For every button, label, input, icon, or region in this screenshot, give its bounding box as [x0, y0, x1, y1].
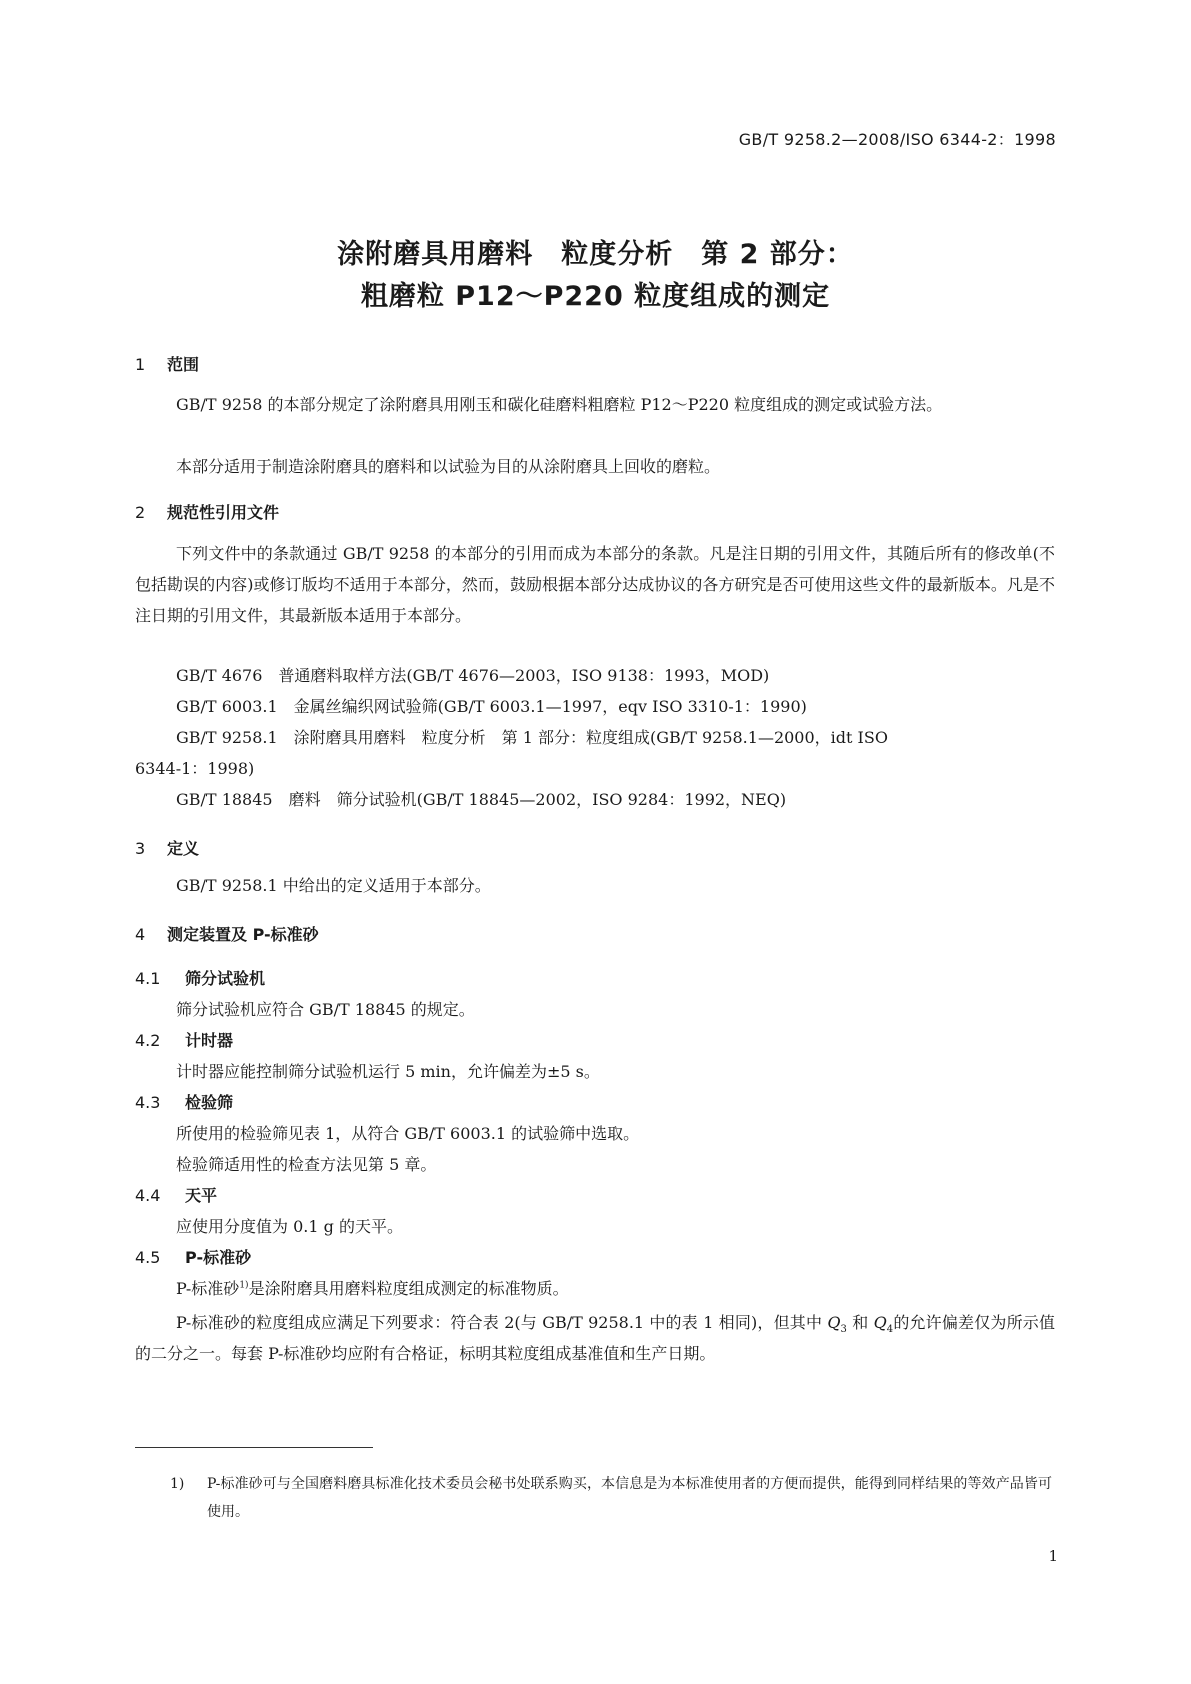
section-number: 3 [135, 839, 146, 858]
footnote-divider [135, 1447, 373, 1448]
footnote-text: P-标准砂可与全国磨料磨具标准化技术委员会秘书处联系购买，本信息是为本标准使用者的方便而提供，能得到同样结果的等效产品皆可使用。 [207, 1476, 1052, 1520]
section-4-2-para: 计时器应能控制筛分试验机运行 5 min，允许偏差为±5 s。 [176, 1062, 600, 1081]
section-number: 4.5 [135, 1248, 161, 1267]
section-number: 4.3 [135, 1093, 161, 1112]
section-title: 筛分试验机 [185, 969, 266, 988]
section-4-4-heading [135, 1183, 217, 1206]
section-4-3-para-2: 检验筛适用性的检查方法见第 5 章。 [176, 1155, 437, 1174]
text: 是涂附磨具用磨料粒度组成测定的标准物质。 [248, 1279, 569, 1298]
section-number: 1 [135, 355, 146, 374]
standard-code: GB/T 9258.2—2008/ISO 6344-2：1998 [738, 130, 1056, 149]
section-4-2-heading [135, 1028, 233, 1051]
q-subscript: 4 [886, 1324, 894, 1336]
title-line-2: 粗磨粒 P12～P220 粒度组成的测定 [360, 281, 831, 312]
section-4-1-para: 筛分试验机应符合 GB/T 18845 的规定。 [176, 1000, 475, 1019]
text: P-标准砂的粒度组成应满足下列要求：符合表 2(与 GB/T 9258.1 中的表 1 相同)，但其中 [176, 1313, 828, 1332]
section-4-3-heading [135, 1090, 233, 1113]
section-1-heading [135, 352, 199, 375]
section-number: 4.1 [135, 969, 161, 988]
reference-3-line-2: 6344-1：1998) [135, 759, 255, 778]
q-symbol: Q [827, 1313, 841, 1332]
section-title: 检验筛 [185, 1093, 234, 1112]
footnote-ref: 1) [239, 1280, 249, 1291]
section-title: 范围 [167, 355, 200, 374]
reference-3-line-1: GB/T 9258.1 涂附磨具用磨料 粒度分析 第 1 部分：粒度组成(GB/T 9258.1—2000，idt ISO [176, 728, 888, 747]
section-4-5-heading [135, 1245, 251, 1268]
section-title: 天平 [185, 1186, 218, 1205]
text: 和 [846, 1313, 874, 1332]
reference-4: GB/T 18845 磨料 筛分试验机(GB/T 18845—2002，ISO 9284：1992，NEQ) [176, 790, 787, 809]
section-4-1-heading [135, 966, 265, 989]
section-4-4-para: 应使用分度值为 0.1 g 的天平。 [176, 1217, 403, 1236]
section-3-para-1: GB/T 9258.1 中给出的定义适用于本部分。 [176, 876, 491, 895]
section-4-5-para-2 [135, 1307, 1055, 1369]
section-4-3-para-1: 所使用的检验筛见表 1，从符合 GB/T 6003.1 的试验筛中选取。 [176, 1124, 640, 1143]
title-line-1: 涂附磨具用磨料 粒度分析 第 2 部分： [337, 239, 854, 270]
q-symbol: Q [873, 1313, 887, 1332]
section-4-heading [135, 922, 319, 945]
section-title: 测定装置及 P-标准砂 [167, 925, 319, 944]
section-title: 计时器 [185, 1031, 234, 1050]
text: P-标准砂 [176, 1279, 240, 1298]
section-number: 4.2 [135, 1031, 161, 1050]
page-number: 1 [1048, 1547, 1058, 1565]
section-2-para-1: 下列文件中的条款通过 GB/T 9258 的本部分的引用而成为本部分的条款。凡是注日期的引用文件，其随后所有的修改单(不包括勘误的内容)或修订版均不适用于本部分，然而，鼓励根据本部分达成协议的各方研究是否可使用这些文件的最新版本。凡是不注日期的引用文件，其最新版本适用于本部分。 [135, 544, 1055, 625]
section-number: 2 [135, 503, 146, 522]
reference-1: GB/T 4676 普通磨料取样方法(GB/T 4676—2003，ISO 9138：1993，MOD) [176, 666, 770, 685]
q-subscript: 3 [840, 1324, 847, 1336]
section-1-para-2: 本部分适用于制造涂附磨具的磨料和以试验为目的从涂附磨具上回收的磨粒。 [176, 457, 721, 476]
section-title: 定义 [167, 839, 200, 858]
section-title: P-标准砂 [185, 1248, 252, 1267]
section-number: 4 [135, 925, 146, 944]
section-2-heading [135, 500, 279, 523]
section-number: 4.4 [135, 1186, 161, 1205]
section-4-5-para-1 [176, 1276, 569, 1299]
section-title: 规范性引用文件 [167, 503, 280, 522]
footnote-number: 1) [170, 1476, 185, 1492]
section-3-heading [135, 836, 199, 859]
section-1-para-1: GB/T 9258 的本部分规定了涂附磨具用刚玉和碳化硅磨料粗磨粒 P12～P220 粒度组成的测定或试验方法。 [176, 395, 943, 414]
text: 的允许偏差仅为所示值的二分之一。每套 P-标准砂均应附有合格证，标明其粒度组成基准值和生产日期。 [135, 1313, 1055, 1363]
reference-2: GB/T 6003.1 金属丝编织网试验筛(GB/T 6003.1—1997，eqv ISO 3310-1：1990) [176, 697, 807, 716]
